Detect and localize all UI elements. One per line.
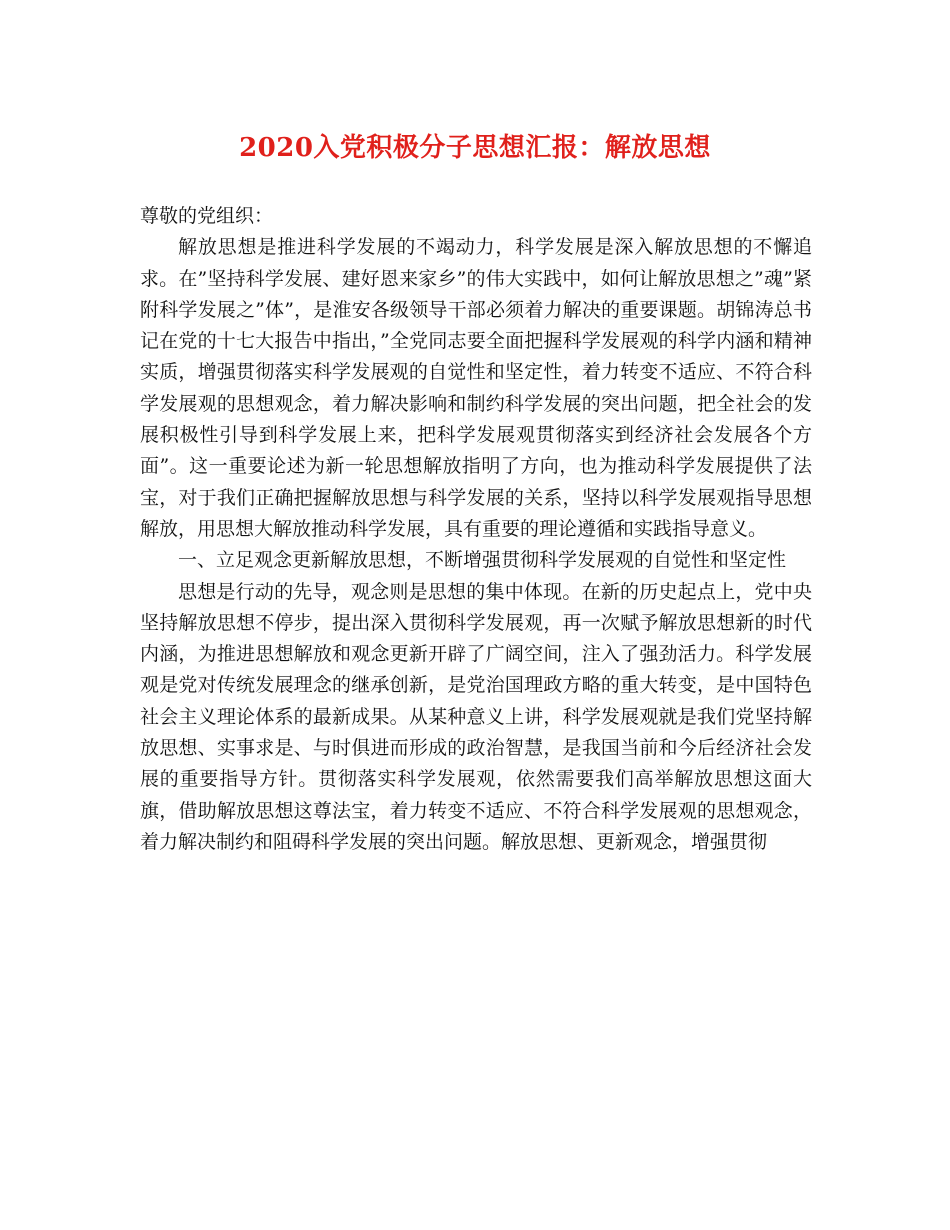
paragraph-1: 解放思想是推进科学发展的不竭动力，科学发展是深入解放思想的不懈追求。在”坚持科学发展、建好恩来家乡”的伟大实践中，如何让解放思想之”魂”紧附科学发展之”体”，是淮安各级领导干部必须着力解决的重要课题。胡锦涛总书记在党的十七大报告中指出，”全党同志要全面把握科学发展观的科学内涵和精神实质，增强贯彻落实科学发展观的自觉性和坚定性，着力转变不适应、不符合科学发展观的思想观念，着力解决影响和制约科学发展的突出问题，把全社会的发展积极性引导到科学发展上来，把科学发展观贯彻落实到经济社会发展各个方面”。这一重要论述为新一轮思想解放指明了方向，也为推动科学发展提供了法宝，对于我们正确把握解放思想与科学发展的关系，坚持以科学发展观指导思想解放，用思想大解放推动科学发展，具有重要的理论遵循和实践指导意义。 [140, 236, 812, 540]
salutation: 尊敬的党组织： [140, 205, 274, 227]
document-body [140, 201, 812, 858]
document-title: 2020入党积极分子思想汇报：解放思想 [239, 133, 711, 163]
paragraph-2: 思想是行动的先导，观念则是思想的集中体现。在新的历史起点上，党中央坚持解放思想不停步，提出深入贯彻科学发展观，再一次赋予解放思想新的时代内涵，为推进思想解放和观念更新开辟了广阔空间，注入了强劲活力。科学发展观是党对传统发展理念的继承创新，是党治国理政方略的重大转变，是中国特色社会主义理论体系的最新成果。从某种意义上讲，科学发展观就是我们党坚持解放思想、实事求是、与时俱进而形成的政治智慧，是我国当前和今后经济社会发展的重要指导方针。贯彻落实科学发展观，依然需要我们高举解放思想这面大旗，借助解放思想这尊法宝，着力转变不适应、不符合科学发展观的思想观念，着力解决制约和阻碍科学发展的突出问题。解放思想、更新观念，增强贯彻 [140, 580, 812, 853]
section-heading-1: 一、立足观念更新解放思想，不断增强贯彻科学发展观的自觉性和坚定性 [178, 549, 787, 572]
